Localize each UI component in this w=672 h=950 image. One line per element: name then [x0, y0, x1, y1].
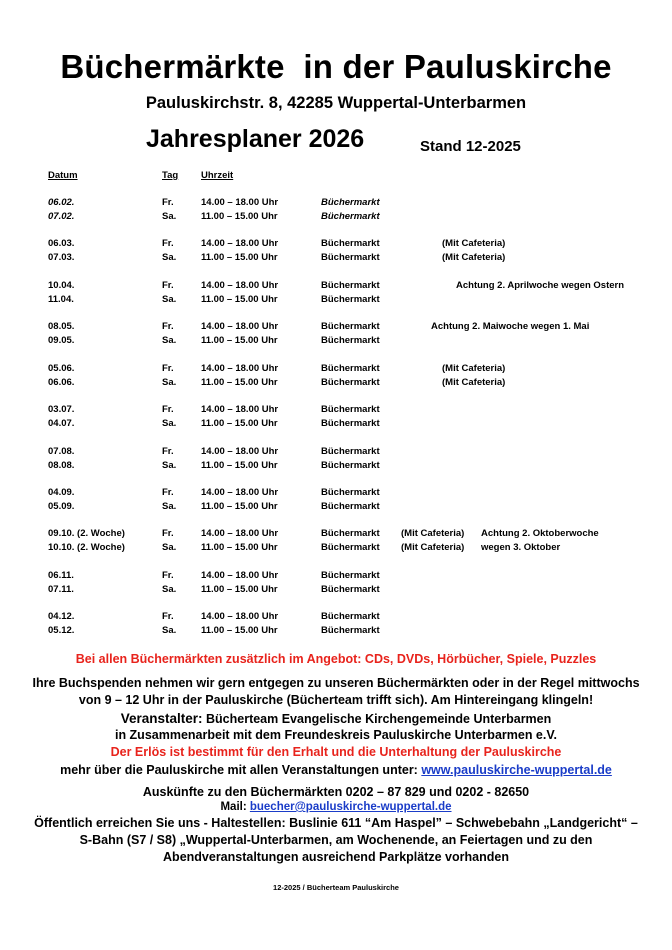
row-time: 14.00 – 18.00 Uhr: [201, 363, 279, 374]
website-line: [0, 763, 672, 777]
contact-line: Auskünfte zu den Büchermärkten 0202 – 87 829 und 0202 - 82650: [142, 785, 530, 799]
row-time: 11.00 – 15.00 Uhr: [201, 501, 278, 512]
row-day: Sa.: [162, 335, 177, 346]
row-day: Fr.: [162, 487, 174, 498]
row-event: Büchermarkt: [321, 460, 380, 471]
website-link[interactable]: www.pauluskirche-wuppertal.de: [421, 763, 612, 777]
row-cafeteria-note: (Mit Cafeteria): [442, 363, 506, 374]
row-time: 11.00 – 15.00 Uhr: [201, 542, 278, 553]
row-date: 08.05.: [48, 321, 75, 332]
row-time: 14.00 – 18.00 Uhr: [201, 280, 279, 291]
row-cafeteria-note: (Mit Cafeteria): [401, 542, 465, 553]
row-time: 11.00 – 15.00 Uhr: [201, 418, 278, 429]
row-event: Büchermarkt: [321, 211, 380, 222]
donations-line-2: von 9 – 12 Uhr in der Pauluskirche (Bücherteam trifft sich). Am Hintereingang klingeln!: [78, 693, 594, 707]
row-event: Büchermarkt: [321, 446, 380, 457]
row-time: 11.00 – 15.00 Uhr: [201, 625, 278, 636]
row-day: Fr.: [162, 363, 174, 374]
row-event: Büchermarkt: [321, 528, 380, 539]
row-cafeteria-note: (Mit Cafeteria): [442, 252, 506, 263]
row-date: 06.06.: [48, 377, 75, 388]
row-event: Büchermarkt: [321, 363, 380, 374]
row-event: Büchermarkt: [321, 625, 380, 636]
row-day: Sa.: [162, 460, 177, 471]
row-day: Fr.: [162, 321, 174, 332]
row-event: Büchermarkt: [321, 280, 380, 291]
row-date: 07.11.: [48, 584, 74, 595]
row-day: Sa.: [162, 584, 177, 595]
row-day: Sa.: [162, 542, 177, 553]
row-day: Sa.: [162, 418, 177, 429]
row-day: Fr.: [162, 570, 174, 581]
row-day: Sa.: [162, 501, 177, 512]
row-note: wegen 3. Oktober: [481, 542, 561, 553]
row-time: 11.00 – 15.00 Uhr: [201, 460, 278, 471]
website-text: mehr über die Pauluskirche mit allen Veranstaltungen unter:: [60, 763, 422, 777]
row-event: Büchermarkt: [321, 238, 380, 249]
row-time: 14.00 – 18.00 Uhr: [201, 570, 279, 581]
page-title: Büchermärkte in der Pauluskirche: [60, 48, 612, 85]
row-event: Büchermarkt: [321, 584, 380, 595]
row-time: 14.00 – 18.00 Uhr: [201, 321, 279, 332]
column-header-tag: Tag: [162, 170, 179, 181]
row-event: Büchermarkt: [321, 570, 380, 581]
row-event: Büchermarkt: [321, 294, 380, 305]
organizer-line-2: in Zusammenarbeit mit dem Freundeskreis Pauluskirche Unterbarmen e.V.: [114, 728, 558, 742]
row-time: 14.00 – 18.00 Uhr: [201, 611, 279, 622]
credit-line: 12-2025 / Bücherteam Pauluskirche: [273, 883, 399, 892]
row-time: 11.00 – 15.00 Uhr: [201, 584, 278, 595]
column-header-uhrzeit: Uhrzeit: [201, 170, 234, 181]
row-time: 14.00 – 18.00 Uhr: [201, 528, 279, 539]
offer-line: Bei allen Büchermärkten zusätzlich im Angebot: CDs, DVDs, Hörbücher, Spiele, Puzzles: [75, 652, 597, 666]
row-date: 04.09.: [48, 487, 75, 498]
proceeds-line: Der Erlös ist bestimmt für den Erhalt und die Unterhaltung der Pauluskirche: [110, 745, 562, 759]
column-header-datum: Datum: [48, 170, 78, 181]
row-event: Büchermarkt: [321, 418, 380, 429]
row-date: 09.05.: [48, 335, 75, 346]
mail-link[interactable]: buecher@pauluskirche-wuppertal.de: [249, 801, 452, 813]
row-event: Büchermarkt: [321, 404, 380, 415]
organizer-line: [0, 711, 672, 726]
row-note: Achtung 2. Oktoberwoche: [481, 528, 599, 539]
row-time: 11.00 – 15.00 Uhr: [201, 252, 278, 263]
row-time: 14.00 – 18.00 Uhr: [201, 238, 279, 249]
row-day: Fr.: [162, 528, 174, 539]
row-event: Büchermarkt: [321, 501, 380, 512]
row-day: Sa.: [162, 211, 177, 222]
transport-line-2: S-Bahn (S7 / S8) „Wuppertal-Unterbarmen, am Wochenende, an Feiertagen und zu den: [79, 833, 593, 847]
row-day: Fr.: [162, 197, 174, 208]
row-day: Fr.: [162, 611, 174, 622]
row-time: 14.00 – 18.00 Uhr: [201, 487, 279, 498]
row-event: Büchermarkt: [321, 611, 380, 622]
row-day: Fr.: [162, 446, 174, 457]
row-event: Büchermarkt: [321, 321, 380, 332]
row-event: Büchermarkt: [321, 197, 380, 208]
row-day: Fr.: [162, 404, 174, 415]
row-day: Sa.: [162, 377, 177, 388]
row-time: 11.00 – 15.00 Uhr: [201, 335, 278, 346]
row-date: 07.08.: [48, 446, 75, 457]
row-time: 11.00 – 15.00 Uhr: [201, 377, 278, 388]
row-date: 04.12.: [48, 611, 75, 622]
stand-date: Stand 12-2025: [420, 138, 521, 155]
row-date: 03.07.: [48, 404, 75, 415]
row-time: 14.00 – 18.00 Uhr: [201, 197, 279, 208]
transport-line-1: Öffentlich erreichen Sie uns - Haltestellen: Buslinie 611 “Am Haspel” – Schwebebahn „Landgericht“ –: [34, 816, 638, 830]
row-date: 05.09.: [48, 501, 75, 512]
row-date: 06.02.: [48, 197, 75, 208]
row-event: Büchermarkt: [321, 252, 380, 263]
row-date: 07.03.: [48, 252, 75, 263]
row-event: Büchermarkt: [321, 335, 380, 346]
row-cafeteria-note: (Mit Cafeteria): [442, 238, 506, 249]
row-day: Sa.: [162, 252, 177, 263]
row-event: Büchermarkt: [321, 487, 380, 498]
row-date: 04.07.: [48, 418, 75, 429]
row-date: 07.02.: [48, 211, 75, 222]
row-date: 10.04.: [48, 280, 75, 291]
donations-line-1: Ihre Buchspenden nehmen wir gern entgegen zu unseren Büchermärkten oder in der Regel mittwochs: [32, 676, 640, 690]
planner-heading: Jahresplaner 2026: [146, 125, 365, 153]
row-date: 11.04.: [48, 294, 74, 305]
row-date: 09.10. (2. Woche): [48, 528, 125, 539]
row-time: 14.00 – 18.00 Uhr: [201, 404, 279, 415]
row-time: 11.00 – 15.00 Uhr: [201, 211, 278, 222]
row-day: Sa.: [162, 294, 177, 305]
row-date: 05.12.: [48, 625, 75, 636]
transport-line-3: Abendveranstaltungen ausreichend Parkplätze vorhanden: [163, 850, 509, 864]
row-date: 06.03.: [48, 238, 75, 249]
row-cafeteria-note: (Mit Cafeteria): [401, 528, 465, 539]
row-event: Büchermarkt: [321, 542, 380, 553]
mail-label: Mail:: [220, 801, 250, 813]
row-day: Sa.: [162, 625, 177, 636]
row-date: 10.10. (2. Woche): [48, 542, 125, 553]
row-time: 14.00 – 18.00 Uhr: [201, 446, 279, 457]
mail-line: [0, 801, 672, 813]
organizer-label: Veranstalter:: [120, 711, 203, 726]
organizer-text: Bücherteam Evangelische Kirchengemeinde Unterbarmen: [202, 712, 552, 726]
row-note: Achtung 2. Maiwoche wegen 1. Mai: [431, 321, 590, 332]
address: Pauluskirchstr. 8, 42285 Wuppertal-Unterbarmen: [145, 94, 527, 112]
row-date: 06.11.: [48, 570, 74, 581]
row-time: 11.00 – 15.00 Uhr: [201, 294, 278, 305]
row-cafeteria-note: (Mit Cafeteria): [442, 377, 506, 388]
row-date: 05.06.: [48, 363, 75, 374]
row-day: Fr.: [162, 238, 174, 249]
row-date: 08.08.: [48, 460, 75, 471]
row-day: Fr.: [162, 280, 174, 291]
row-event: Büchermarkt: [321, 377, 380, 388]
row-note: Achtung 2. Aprilwoche wegen Ostern: [456, 280, 625, 291]
